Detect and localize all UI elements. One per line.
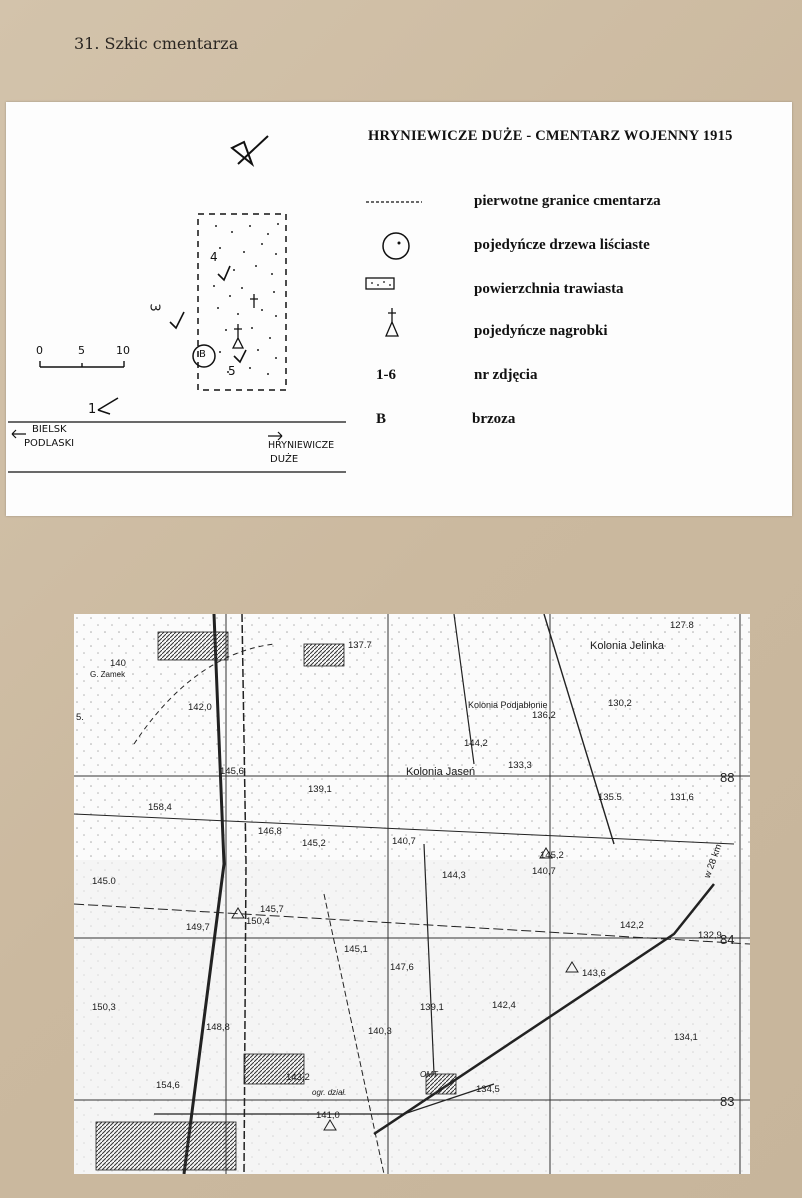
elevation-label: 132,9 (698, 930, 722, 941)
legend-text: brzoza (472, 411, 516, 427)
elevation-label: 130,2 (608, 698, 632, 709)
allotment-label: ogr. dział. (312, 1088, 347, 1097)
sketch-title: HRYNIEWICZE DUŻE - CMENTARZ WOJENNY 1915 (368, 128, 733, 144)
elevation-label: 134,5 (476, 1084, 500, 1095)
legend-text: nr zdjęcia (474, 367, 538, 383)
page-caption: 31. Szkic cmentarza (74, 34, 239, 53)
north-arrow-icon (232, 136, 268, 164)
elevation-label: 145,2 (302, 838, 326, 849)
legend-row-boundary (362, 186, 782, 218)
elevation-label: 154,6 (156, 1080, 180, 1091)
elevation-label: 142,0 (188, 702, 212, 713)
scale-label-10: 10 (116, 344, 130, 357)
legend-row-grass (362, 274, 782, 306)
road-left-label-1: BIELSK (32, 424, 67, 435)
photo-number-4: 4 (210, 250, 218, 264)
omt-label: OMT (420, 1070, 438, 1079)
elevation-label: 146,8 (258, 826, 282, 837)
elevation-label: 144,2 (464, 738, 488, 749)
photo-number-1: 1 (88, 402, 97, 417)
elevation-label: 142,2 (620, 920, 644, 931)
legend-code: B (376, 411, 387, 427)
elevation-label: 133,3 (508, 760, 532, 771)
elevation-label: 158,4 (148, 802, 172, 813)
scale-bar (40, 361, 124, 367)
grass-dots (213, 223, 279, 375)
photo-marks (98, 266, 246, 414)
elevation-label: 140,7 (392, 836, 416, 847)
sketch-drawing (6, 102, 792, 516)
elevation-label: 141,0 (316, 1110, 340, 1121)
elevation-label: 139,1 (308, 784, 332, 795)
scale-label-0: 0 (36, 344, 43, 357)
grid-label-84: 84 (720, 932, 735, 947)
elevation-label: 131,6 (670, 792, 694, 803)
elevation-label: 134,1 (674, 1032, 698, 1043)
elevation-label: 145,6 (220, 766, 244, 777)
scale-label-5: 5 (78, 344, 85, 357)
elevation-label: 145,2 (540, 850, 564, 861)
place-kolonia-podjablonie: Kolonia Podjabłonie (468, 700, 548, 710)
legend-text: pojedyńcze nagrobki (474, 323, 608, 339)
elevation-label: 140,3 (368, 1026, 392, 1037)
legend-text: pojedyńcze drzewa liściaste (474, 237, 650, 253)
legend-row-trees (362, 230, 782, 262)
elevation-label: 145.0 (92, 876, 116, 887)
legend-text: pierwotne granice cmentarza (474, 193, 661, 209)
photo-number-5: 5 (228, 364, 236, 378)
road-right-label-1: HRYNIEWICZE (268, 440, 335, 451)
elevation-label: 150,3 (92, 1002, 116, 1013)
elevation-label: 143,6 (582, 968, 606, 979)
topographic-map (74, 614, 750, 1174)
elevation-label: 145,7 (260, 904, 284, 915)
elevation-label: 147,6 (390, 962, 414, 973)
elevation-label: 140,7 (532, 866, 556, 877)
elevation-label: 140 (110, 658, 126, 669)
place-kolonia-jelinka: Kolonia Jelinka (590, 640, 664, 652)
road-right-label-2: DUŻE (270, 454, 299, 465)
photo-number-3: 3 (146, 303, 162, 312)
road-distance-label: w 28 km (702, 842, 725, 880)
place-g-zamek: G. Zamek (90, 670, 126, 679)
elevation-label: 135.5 (598, 792, 622, 803)
place-kolonia-jasen: Kolonia Jaseń (406, 766, 476, 778)
legend-row-graves (362, 316, 782, 348)
elevation-label: 145,1 (344, 944, 368, 955)
cemetery-sketch (6, 102, 792, 516)
elevation-label: 139,1 (420, 1002, 444, 1013)
elevation-label: 127.8 (670, 620, 694, 631)
legend-row-birch (362, 404, 782, 436)
grid-label-5: 5. (76, 712, 84, 723)
elevation-label: 142,4 (492, 1000, 516, 1011)
elevation-label: 143,2 (286, 1072, 310, 1083)
legend-text: powierzchnia trawiasta (474, 281, 624, 297)
legend-row-photo (362, 360, 782, 392)
gravestone-icon (233, 294, 258, 348)
elevation-label: 148,8 (206, 1022, 230, 1033)
tree-label: B (199, 349, 206, 360)
grid-label-83: 83 (720, 1094, 735, 1109)
elevation-label: 150,4 (246, 916, 270, 927)
elevation-label: 136,2 (532, 710, 556, 721)
grid-label-88: 88 (720, 770, 735, 785)
elevation-label: 149,7 (186, 922, 210, 933)
elevation-label: 137.7 (348, 640, 372, 651)
elevation-label: 144,3 (442, 870, 466, 881)
legend-code: 1-6 (376, 367, 396, 383)
road-left-label-2: PODLASKI (24, 438, 75, 449)
